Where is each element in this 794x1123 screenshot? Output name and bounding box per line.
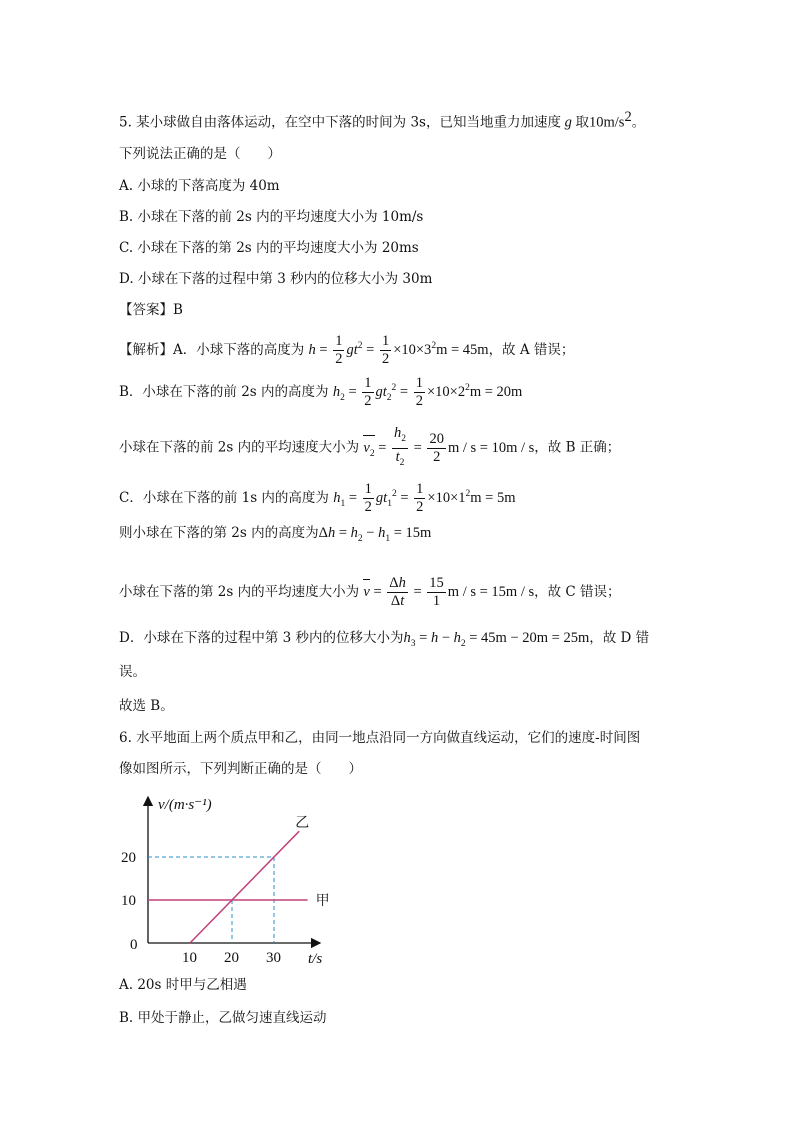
analysis-b2-result: ，故 B 正确； (534, 439, 621, 456)
analysis-b-text: B．小球在下落的前 2s 内的高度为 (119, 383, 329, 400)
analysis-d-wrap: 误。 (119, 664, 146, 680)
formula-h3: $h_3 = h - h_2 = 45m - 20m = 25m$ (403, 630, 590, 649)
analysis-c-text: C．小球在下落的前 1s 内的高度为 (119, 489, 329, 506)
y-tick-label-1: 10 (121, 893, 136, 909)
analysis-d-result: ，故 D 错 (589, 630, 650, 646)
x-tick-label-1: 10 (182, 950, 197, 966)
formula-v2: $v_2$ = $\frac{h_2}{t_2}$ = $\frac{20}{2}$ m / s = 10m / s (363, 425, 535, 468)
analysis-a-result: ，故 A 错误； (488, 341, 575, 358)
gravity-value: 10m/s (588, 114, 625, 131)
series-line-2 (190, 831, 299, 943)
analysis-d (119, 628, 649, 654)
analysis-c3-result: ，故 C 错误； (534, 583, 621, 600)
formula-h1: $h_1$ = $\frac{1}{2}$ $gt_1^2$ = $\frac{1}{2}$ $\times 10\times 1^2m = 5m$ (333, 481, 516, 515)
analysis-c3-text: 小球在下落的第 2s 内的平均速度大小为 (119, 583, 360, 600)
analysis-b (119, 375, 522, 410)
formula-h: h = $\frac{1}{2}$ $gt^2$ = $\frac{1}{2}$ $\times 10\times 3^2m = 45m$ (308, 333, 489, 367)
x-axis-title: t/s (308, 951, 323, 967)
y-axis-title: v/(m·s⁻¹) (158, 797, 212, 813)
q5-option-a: A. 小球的下落高度为 40m (119, 178, 280, 194)
q5-answer: 【答案】B (119, 302, 183, 318)
analysis-a-text: A．小球下落的高度为 (173, 341, 305, 358)
formula-v-avg: v = $\frac{\Delta h}{\Delta t}$ = $\frac{15}{1}$ m / s = 15m / s (363, 575, 535, 609)
velocity-time-chart (110, 785, 340, 970)
q6-option-a: A. 20s 时甲与乙相遇 (119, 977, 247, 993)
q5-option-b: B. 小球在下落的前 2s 内的平均速度大小为 10m/s (119, 209, 424, 225)
origin-label: 0 (130, 937, 138, 953)
series-label-2: 乙 (295, 816, 310, 832)
analysis-a (119, 333, 574, 368)
formula-delta-h: $\Delta h = h_2 - h_1 = 15m$ (318, 525, 432, 544)
y-tick-label-2: 20 (121, 850, 136, 866)
q6-stem-line2: 像如图所示，下列判断正确的是（ ） (119, 761, 362, 777)
gravity-exponent: 2 (624, 109, 632, 125)
analysis-c (119, 481, 516, 516)
q5-stem-line1 (119, 107, 645, 133)
q5-stem-end: 。 (631, 114, 646, 131)
q6-option-b: B. 甲处于静止，乙做匀速直线运动 (119, 1010, 327, 1026)
analysis-b2 (119, 425, 620, 472)
analysis-d-text: D．小球在下落的过程中第 3 秒内的位移大小为 (119, 630, 404, 646)
gravity-symbol: g (564, 114, 572, 131)
q5-option-c: C. 小球在下落的第 2s 内的平均速度大小为 20ms (119, 240, 419, 256)
series-label-1: 甲 (315, 894, 330, 909)
analysis-b2-text: 小球在下落的前 2s 内的平均速度大小为 (119, 439, 360, 456)
analysis-c3 (119, 575, 621, 610)
analysis-c2 (119, 523, 431, 549)
x-tick-label-2: 20 (224, 950, 239, 966)
q5-stem-text: 5. 某小球做自由落体运动，在空中下落的时间为 3s，已知当地重力加速度 (119, 114, 561, 131)
analysis-label: 【解析】 (119, 341, 173, 358)
analysis-c2-text: 则小球在下落的第 2s 内的高度为 (119, 525, 319, 541)
q6-stem-line1: 6. 水平地面上两个质点甲和乙，由同一地点沿同一方向做直线运动，它们的速度-时间图 (119, 730, 641, 746)
q5-stem-line2: 下列说法正确的是（ ） (119, 146, 281, 162)
formula-h2: $h_2$ = $\frac{1}{2}$ $gt_2^2$ = $\frac{1}{2}$ $\times 10\times 2^2m = 20m$ (332, 375, 523, 409)
q5-conclusion: 故选 B。 (119, 698, 174, 714)
q5-option-d: D. 小球在下落的过程中第 3 秒内的位移大小为 30m (119, 271, 433, 287)
q5-stem-take: 取 (575, 114, 589, 131)
x-tick-label-3: 30 (266, 950, 281, 966)
